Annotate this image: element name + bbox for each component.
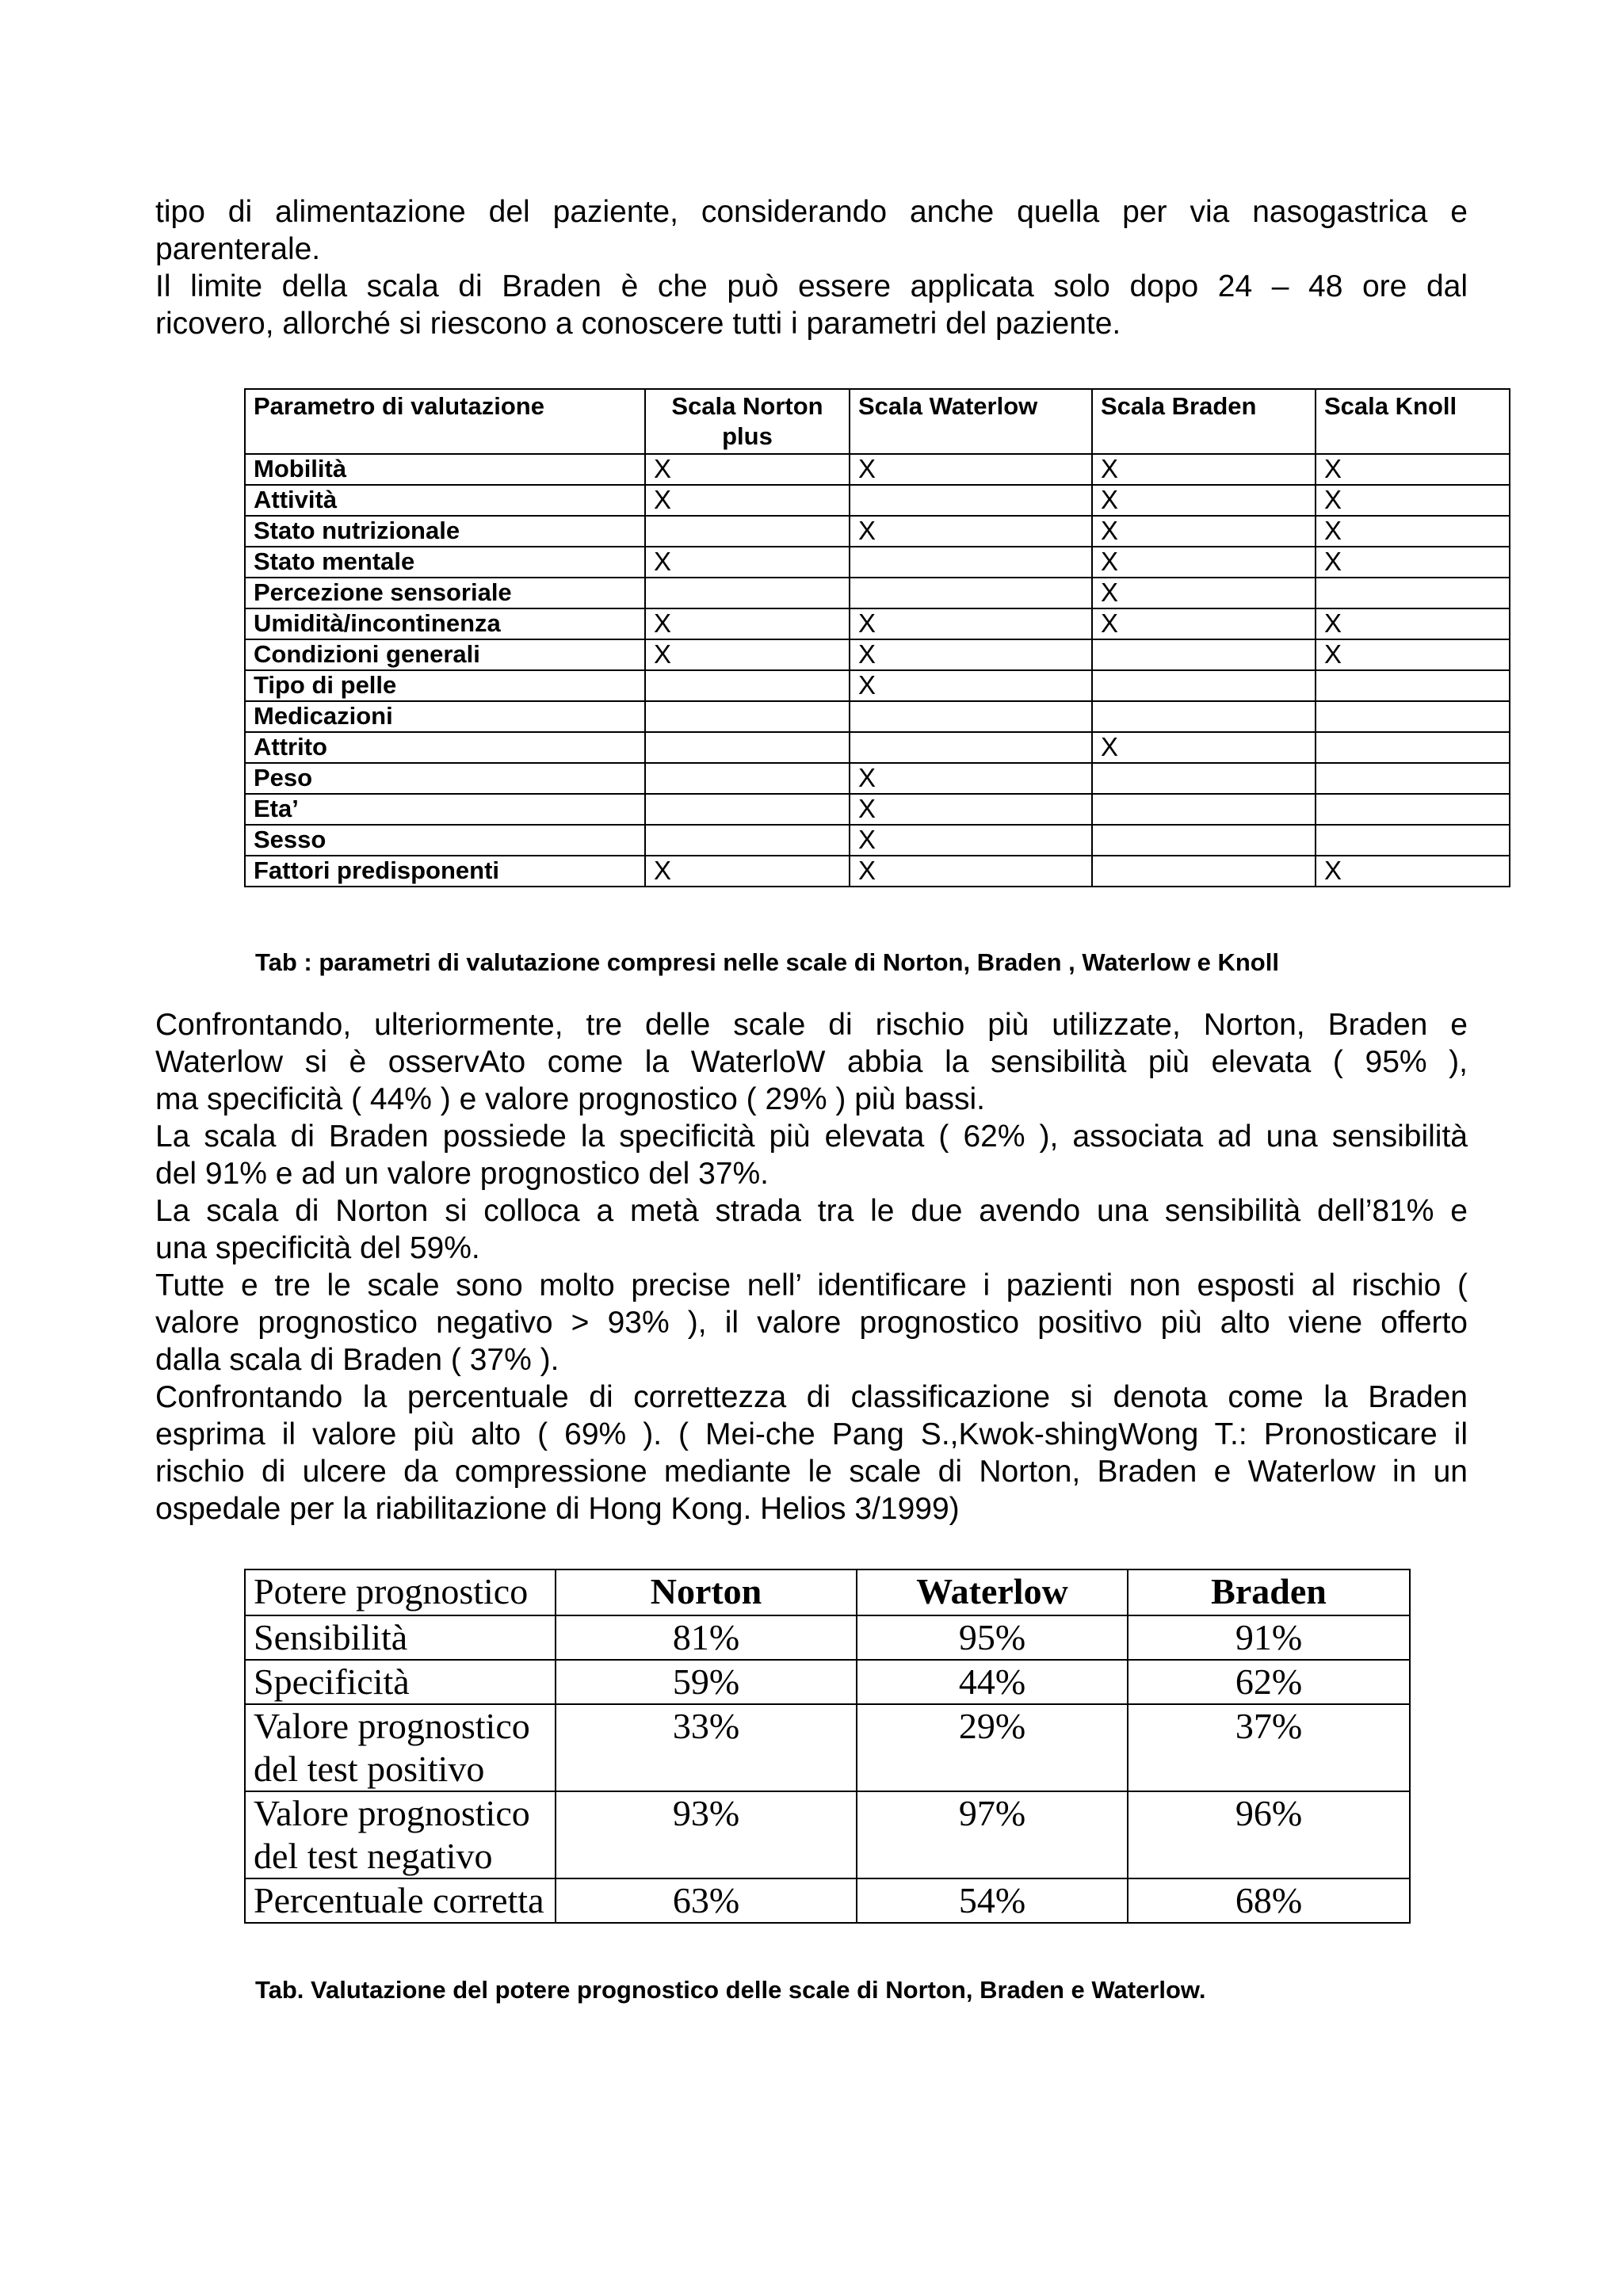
- text-line: parenterale.: [155, 232, 321, 266]
- table-row: [245, 578, 1510, 608]
- metric-value: 96%: [1128, 1791, 1410, 1878]
- column-header: Scala Braden: [1092, 389, 1316, 454]
- metric-name: Sensibilità: [245, 1615, 556, 1660]
- scale-mark: X: [850, 794, 1092, 825]
- scale-mark: X: [850, 608, 1092, 639]
- metric-value: 54%: [857, 1878, 1128, 1923]
- column-header: Scala Waterlow: [850, 389, 1092, 454]
- scale-mark: [1316, 763, 1510, 794]
- table-header-row: [245, 389, 1510, 454]
- scale-mark: X: [1092, 732, 1316, 763]
- scale-mark: X: [1316, 547, 1510, 578]
- scale-mark: X: [1092, 547, 1316, 578]
- scale-mark: [645, 516, 850, 547]
- scale-mark: X: [1092, 578, 1316, 608]
- metric-value: 95%: [857, 1615, 1128, 1660]
- prognostic-table: [244, 1569, 1411, 1924]
- text-line: ma specificità ( 44% ) e valore prognostico ( 29% ) più bassi.: [155, 1082, 985, 1116]
- metric-value: 37%: [1128, 1704, 1410, 1791]
- scale-mark: [850, 578, 1092, 608]
- column-header: Scala Norton plus: [645, 389, 850, 454]
- scale-mark: [645, 825, 850, 856]
- text-line: tipo di alimentazione del paziente, considerando anche quella per via nasogastrica e: [155, 195, 1468, 229]
- scale-mark: [1316, 670, 1510, 701]
- table-row: [245, 670, 1510, 701]
- scale-mark: X: [1316, 639, 1510, 670]
- metric-value: 59%: [556, 1660, 857, 1704]
- scale-mark: X: [1316, 516, 1510, 547]
- text-line: Confrontando, ulteriormente, tre delle scale di rischio più utilizzate, Norton, Braden e: [155, 1008, 1468, 1042]
- parameter-name: Medicazioni: [245, 701, 645, 732]
- scale-mark: [1316, 578, 1510, 608]
- text-line: ricovero, allorché si riescono a conoscere tutti i parametri del paziente.: [155, 307, 1121, 341]
- metric-value: 44%: [857, 1660, 1128, 1704]
- text-line: valore prognostico negativo > 93% ), il valore prognostico positivo più alto viene offerto: [155, 1306, 1468, 1340]
- table-row: [245, 732, 1510, 763]
- table-row: [245, 701, 1510, 732]
- scale-mark: X: [850, 639, 1092, 670]
- parameter-name: Umidità/incontinenza: [245, 608, 645, 639]
- scale-mark: [1316, 701, 1510, 732]
- parameter-name: Percezione sensoriale: [245, 578, 645, 608]
- table2-caption: Tab. Valutazione del potere prognostico delle scale di Norton, Braden e Waterlow.: [255, 1976, 1206, 2004]
- text-line: del 91% e ad un valore prognostico del 37%.: [155, 1157, 769, 1191]
- parameter-name: Fattori predisponenti: [245, 856, 645, 887]
- body-paragraph: [155, 1006, 1468, 1527]
- table-row: [245, 1704, 1410, 1791]
- table-row: [245, 856, 1510, 887]
- text-line: La scala di Braden possiede la specificità più elevata ( 62% ), associata ad una sensibilità: [155, 1119, 1468, 1154]
- table1-caption: Tab : parametri di valutazione compresi nelle scale di Norton, Braden , Waterlow e Knoll: [255, 948, 1279, 976]
- parameters-table: [244, 388, 1510, 887]
- scale-mark: X: [850, 825, 1092, 856]
- scale-mark: [850, 547, 1092, 578]
- scale-mark: X: [850, 454, 1092, 485]
- text-line: ospedale per la riabilitazione di Hong Kong. Helios 3/1999): [155, 1492, 960, 1526]
- metric-value: 93%: [556, 1791, 857, 1878]
- intro-paragraph: [155, 193, 1468, 342]
- text-line: Waterlow si è osservAto come la WaterloW abbia la sensibilità più elevata ( 95% ),: [155, 1045, 1468, 1079]
- table-row: [245, 1660, 1410, 1704]
- text-line: Confrontando la percentuale di correttezza di classificazione si denota come la Braden: [155, 1380, 1468, 1414]
- table-row: [245, 639, 1510, 670]
- scale-mark: [850, 485, 1092, 516]
- table-row: [245, 1791, 1410, 1878]
- text-line: rischio di ulcere da compressione mediante le scale di Norton, Braden e Waterlow in un: [155, 1455, 1468, 1489]
- parameter-name: Attività: [245, 485, 645, 516]
- scale-mark: [1316, 794, 1510, 825]
- table-row: [245, 547, 1510, 578]
- scale-mark: [1092, 794, 1316, 825]
- scale-mark: [1092, 856, 1316, 887]
- scale-mark: [1092, 825, 1316, 856]
- text-line: dalla scala di Braden ( 37% ).: [155, 1343, 559, 1377]
- metric-name: Percentuale corretta: [245, 1878, 556, 1923]
- scale-mark: X: [645, 454, 850, 485]
- table-row: [245, 825, 1510, 856]
- scale-mark: [645, 732, 850, 763]
- column-header: Norton: [556, 1569, 857, 1615]
- parameter-name: Condizioni generali: [245, 639, 645, 670]
- parameter-name: Stato mentale: [245, 547, 645, 578]
- scale-mark: [645, 670, 850, 701]
- scale-mark: [850, 701, 1092, 732]
- parameter-name: Mobilità: [245, 454, 645, 485]
- scale-mark: [1092, 701, 1316, 732]
- scale-mark: X: [1092, 454, 1316, 485]
- metric-value: 91%: [1128, 1615, 1410, 1660]
- table-row: [245, 1878, 1410, 1923]
- scale-mark: [850, 732, 1092, 763]
- parameter-name: Attrito: [245, 732, 645, 763]
- column-header: Braden: [1128, 1569, 1410, 1615]
- table-row: [245, 1615, 1410, 1660]
- column-header: Scala Knoll: [1316, 389, 1510, 454]
- column-header: Waterlow: [857, 1569, 1128, 1615]
- metric-name: Valore prognostico del test positivo: [245, 1704, 556, 1791]
- parameter-name: Eta’: [245, 794, 645, 825]
- metric-value: 68%: [1128, 1878, 1410, 1923]
- text-line: Tutte e tre le scale sono molto precise nell’ identificare i pazienti non esposti al rischio (: [155, 1268, 1468, 1302]
- scale-mark: X: [850, 516, 1092, 547]
- scale-mark: [645, 701, 850, 732]
- parameter-name: Sesso: [245, 825, 645, 856]
- scale-mark: [1316, 732, 1510, 763]
- parameter-name: Stato nutrizionale: [245, 516, 645, 547]
- scale-mark: [645, 578, 850, 608]
- scale-mark: X: [645, 639, 850, 670]
- scale-mark: X: [1316, 856, 1510, 887]
- scale-mark: [1092, 639, 1316, 670]
- scale-mark: X: [1092, 608, 1316, 639]
- column-header: Potere prognostico: [245, 1569, 556, 1615]
- parameter-name: Tipo di pelle: [245, 670, 645, 701]
- scale-mark: X: [850, 670, 1092, 701]
- scale-mark: X: [645, 608, 850, 639]
- metric-value: 33%: [556, 1704, 857, 1791]
- scale-mark: X: [850, 856, 1092, 887]
- metric-value: 63%: [556, 1878, 857, 1923]
- scale-mark: X: [645, 547, 850, 578]
- scale-mark: X: [645, 485, 850, 516]
- metric-name: Specificità: [245, 1660, 556, 1704]
- scale-mark: X: [850, 763, 1092, 794]
- metric-value: 97%: [857, 1791, 1128, 1878]
- metric-value: 81%: [556, 1615, 857, 1660]
- scale-mark: X: [1092, 485, 1316, 516]
- column-header: Parametro di valutazione: [245, 389, 645, 454]
- text-line: una specificità del 59%.: [155, 1231, 480, 1265]
- parameter-name: Peso: [245, 763, 645, 794]
- text-line: Il limite della scala di Braden è che può essere applicata solo dopo 24 – 48 ore dal: [155, 269, 1468, 303]
- text-line: esprima il valore più alto ( 69% ). ( Mei-che Pang S.,Kwok-shingWong T.: Pronosticare il: [155, 1417, 1468, 1451]
- scale-mark: [645, 794, 850, 825]
- scale-mark: X: [645, 856, 850, 887]
- table-row: [245, 485, 1510, 516]
- table-row: [245, 608, 1510, 639]
- table-row: [245, 516, 1510, 547]
- text-line: La scala di Norton si colloca a metà strada tra le due avendo una sensibilità dell’81% e: [155, 1194, 1468, 1228]
- scale-mark: [1092, 763, 1316, 794]
- table-row: [245, 763, 1510, 794]
- scale-mark: X: [1316, 485, 1510, 516]
- table-row: [245, 794, 1510, 825]
- scale-mark: [1092, 670, 1316, 701]
- scale-mark: [1316, 825, 1510, 856]
- scale-mark: X: [1316, 454, 1510, 485]
- scale-mark: [645, 763, 850, 794]
- metric-value: 62%: [1128, 1660, 1410, 1704]
- table-row: [245, 454, 1510, 485]
- table-header-row: [245, 1569, 1410, 1615]
- metric-name: Valore prognostico del test negativo: [245, 1791, 556, 1878]
- scale-mark: X: [1092, 516, 1316, 547]
- scale-mark: X: [1316, 608, 1510, 639]
- metric-value: 29%: [857, 1704, 1128, 1791]
